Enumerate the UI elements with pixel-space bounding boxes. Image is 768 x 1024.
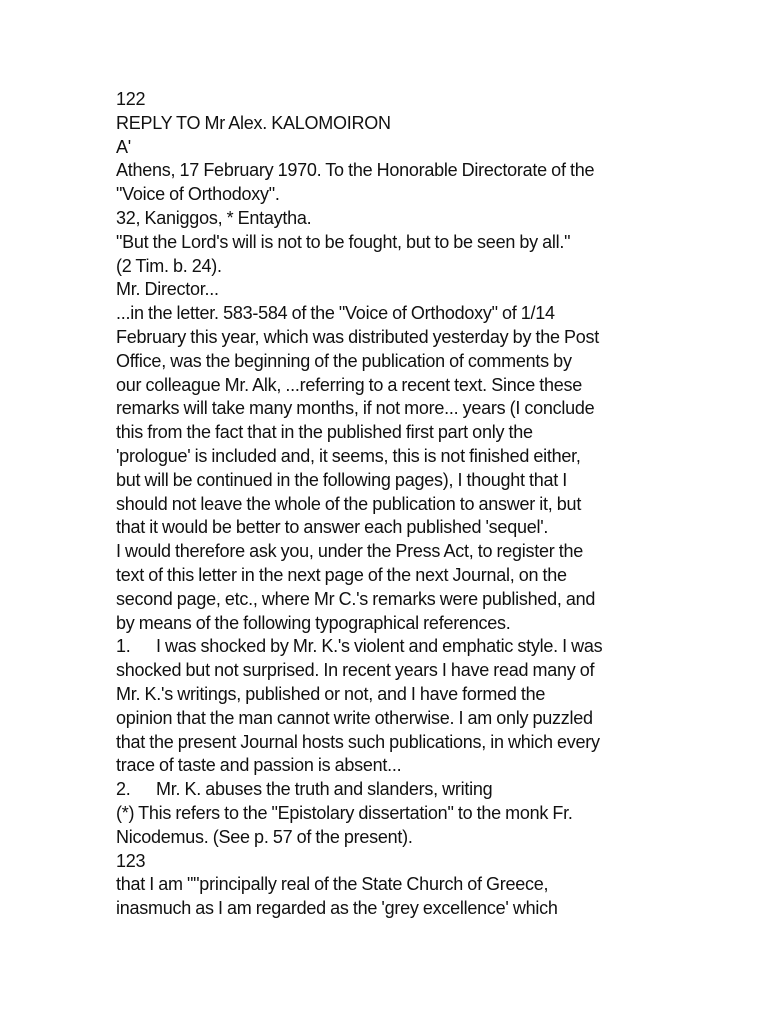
text-line: Office, was the beginning of the publication of comments by bbox=[116, 350, 572, 371]
text-line: "Voice of Orthodoxy". bbox=[116, 184, 280, 205]
text-line: second page, etc., where Mr C.'s remarks were published, and bbox=[116, 588, 596, 609]
text-line: 1. I was shocked by Mr. K.'s violent and emphatic style. I was bbox=[116, 636, 603, 657]
text-line: February this year, which was distributed yesterday by the Post bbox=[116, 326, 599, 347]
text-line: 32, Kaniggos, * Entaytha. bbox=[116, 207, 312, 228]
text-line: inasmuch as I am regarded as the 'grey excellence' which bbox=[116, 898, 558, 919]
footnote-line: (*) This refers to the "Epistolary dissertation" to the monk Fr. bbox=[116, 802, 573, 823]
text-line: our colleague Mr. Alk, ...referring to a recent text. Since these bbox=[116, 374, 582, 395]
text-line: shocked but not surprised. In recent years I have read many of bbox=[116, 660, 595, 681]
text-line: this from the fact that in the published first part only the bbox=[116, 422, 533, 443]
text-line: "But the Lord's will is not to be fought, but to be seen by all." bbox=[116, 231, 571, 252]
text-line: Mr. K.'s writings, published or not, and I have formed the bbox=[116, 683, 546, 704]
document-page bbox=[116, 88, 661, 921]
text-line: that the present Journal hosts such publications, in which every bbox=[116, 731, 600, 752]
text-line: by means of the following typographical references. bbox=[116, 612, 511, 633]
text-line: I would therefore ask you, under the Press Act, to register the bbox=[116, 541, 584, 562]
text-line: trace of taste and passion is absent... bbox=[116, 755, 402, 776]
footnote-line: Nicodemus. (See p. 57 of the present). bbox=[116, 826, 413, 847]
text-line: ...in the letter. 583-584 of the "Voice of Orthodoxy" of 1/14 bbox=[116, 303, 555, 324]
text-line: (2 Tim. b. 24). bbox=[116, 255, 222, 276]
text-line: text of this letter in the next page of the next Journal, on the bbox=[116, 564, 567, 585]
page-number: 122 bbox=[116, 89, 146, 109]
section-marker: A' bbox=[116, 136, 131, 157]
document-title: REPLY TO Mr Alex. KALOMOIRON bbox=[116, 112, 391, 133]
text-line: that it would be better to answer each published 'sequel'. bbox=[116, 517, 549, 538]
text-line: 2. Mr. K. abuses the truth and slanders, writing bbox=[116, 779, 493, 800]
text-line: remarks will take many months, if not more... years (I conclude bbox=[116, 398, 595, 419]
text-line: Mr. Director... bbox=[116, 279, 219, 300]
text-line: 'prologue' is included and, it seems, this is not finished either, bbox=[116, 445, 581, 466]
text-line: opinion that the man cannot write otherwise. I am only puzzled bbox=[116, 707, 593, 728]
text-line: but will be continued in the following pages), I thought that I bbox=[116, 469, 568, 490]
text-line: should not leave the whole of the publication to answer it, but bbox=[116, 493, 582, 514]
text-line: Athens, 17 February 1970. To the Honorable Directorate of the bbox=[116, 160, 595, 181]
page-number: 123 bbox=[116, 850, 146, 871]
text-line: that I am ""principally real of the State Church of Greece, bbox=[116, 874, 549, 895]
